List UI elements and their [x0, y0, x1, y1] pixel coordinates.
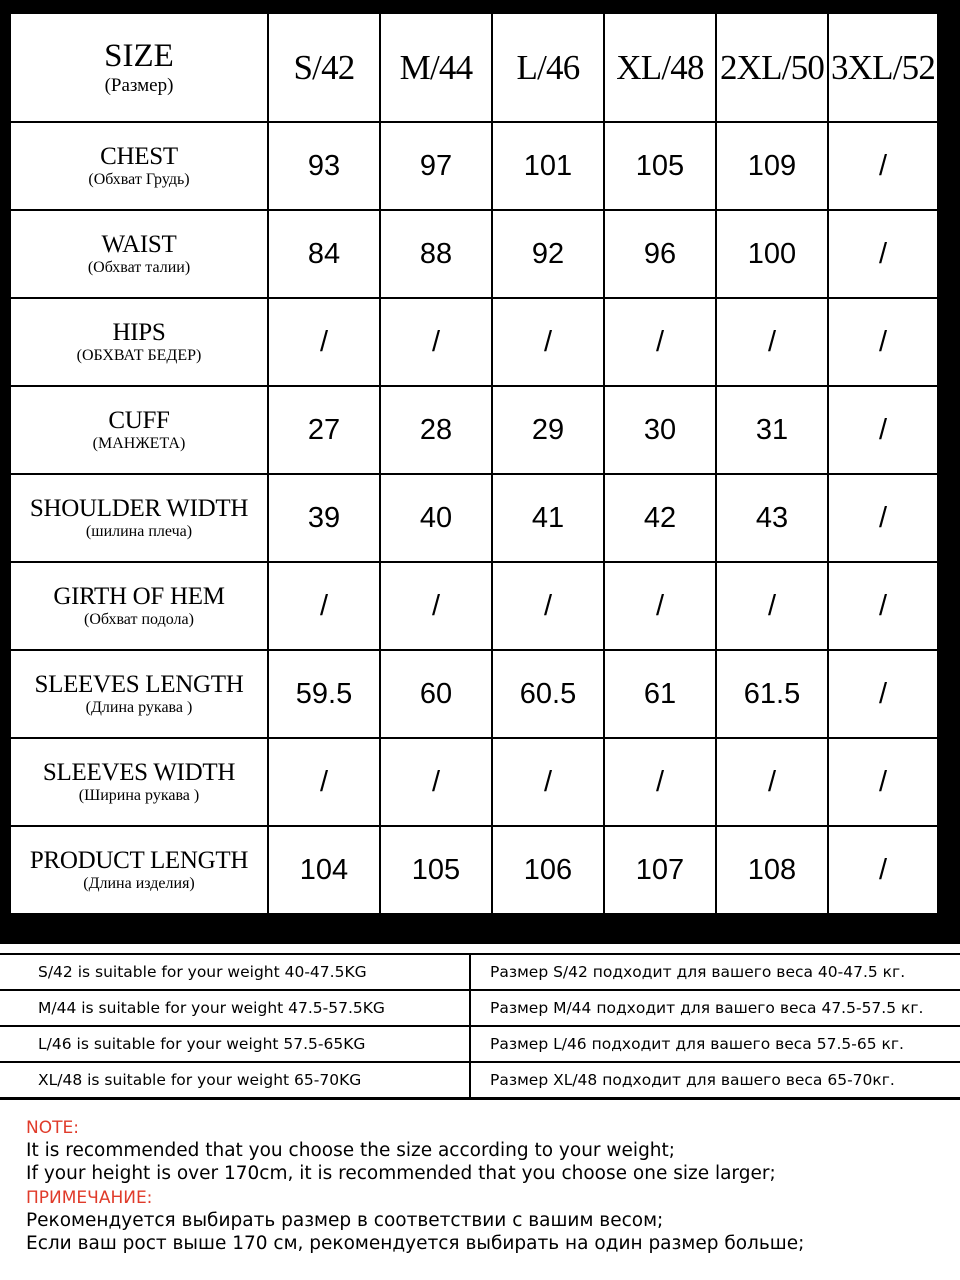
measurement-value: 43	[716, 474, 828, 562]
measurement-value: /	[604, 738, 716, 826]
column-header: M/44	[380, 13, 492, 122]
weight-guide-row	[0, 990, 960, 1026]
measurement-value: /	[268, 298, 380, 386]
measurement-value: /	[492, 562, 604, 650]
weight-guide-en: M/44 is suitable for your weight 47.5-57.5KG	[0, 990, 470, 1026]
measurement-label: GIRTH OF HEM	[53, 582, 225, 610]
size-chart-body	[10, 13, 938, 914]
note-line-ru-1: Рекомендуется выбирать размер в соответствии с вашим весом;	[26, 1210, 664, 1231]
measurement-value: 84	[268, 210, 380, 298]
note-line-ru-2: Если ваш рост выше 170 см, рекомендуется выбирать на один размер больше;	[26, 1233, 805, 1254]
weight-guide-en: S/42 is suitable for your weight 40-47.5KG	[0, 954, 470, 990]
note-title-ru: ПРИМЕЧАНИЕ:	[26, 1188, 153, 1208]
weight-guide-row	[0, 1062, 960, 1098]
measurement-label-ru: (ОБХВАТ БЕДЕР)	[76, 346, 202, 364]
measurement-label: PRODUCT LENGTH	[29, 846, 249, 874]
column-header: 3XL/52	[828, 13, 938, 122]
note-title-en: NOTE:	[26, 1118, 79, 1138]
measurement-label-cell	[10, 386, 268, 474]
column-header: S/42	[268, 13, 380, 122]
column-header: XL/48	[604, 13, 716, 122]
measurement-row	[10, 650, 938, 738]
measurement-value: 106	[492, 826, 604, 914]
measurement-label-ru: (Длина рукава )	[85, 698, 193, 716]
measurement-value: 41	[492, 474, 604, 562]
measurement-value: /	[828, 650, 938, 738]
measurement-value: /	[828, 826, 938, 914]
measurement-value: /	[380, 298, 492, 386]
measurement-value: 27	[268, 386, 380, 474]
measurement-label-cell	[10, 298, 268, 386]
measurement-value: 42	[604, 474, 716, 562]
measurement-row	[10, 386, 938, 474]
size-chart-table	[9, 12, 939, 915]
size-header-label: SIZE	[104, 37, 174, 74]
measurement-label-cell	[10, 650, 268, 738]
measurement-row	[10, 122, 938, 210]
measurement-value: 105	[604, 122, 716, 210]
column-header: 2XL/50	[716, 13, 828, 122]
notes-section	[26, 1117, 951, 1255]
measurement-row	[10, 298, 938, 386]
weight-guide-table	[0, 953, 960, 1100]
measurement-label: SHOULDER WIDTH	[29, 494, 249, 522]
measurement-value: /	[716, 738, 828, 826]
measurement-label-ru: (Длина изделия)	[83, 874, 195, 892]
measurement-value: /	[716, 562, 828, 650]
measurement-value: 109	[716, 122, 828, 210]
measurement-value: /	[268, 562, 380, 650]
measurement-row	[10, 474, 938, 562]
measurement-label-cell	[10, 826, 268, 914]
measurement-label-cell	[10, 474, 268, 562]
measurement-label-ru: (шилина плеча)	[85, 522, 193, 540]
measurement-value: 61.5	[716, 650, 828, 738]
weight-guide-ru: Размер L/46 подходит для вашего веса 57.5-65 кг.	[470, 1026, 960, 1062]
measurement-value: 40	[380, 474, 492, 562]
measurement-value: /	[828, 210, 938, 298]
weight-guide-en: XL/48 is suitable for your weight 65-70KG	[0, 1062, 470, 1098]
measurement-label: CUFF	[108, 406, 170, 434]
measurement-value: 30	[604, 386, 716, 474]
measurement-value: /	[380, 562, 492, 650]
measurement-value: /	[268, 738, 380, 826]
measurement-value: 101	[492, 122, 604, 210]
weight-guide-row	[0, 1026, 960, 1062]
measurement-value: 105	[380, 826, 492, 914]
measurement-value: 88	[380, 210, 492, 298]
measurement-value: /	[380, 738, 492, 826]
measurement-value: /	[492, 298, 604, 386]
measurement-label: CHEST	[100, 142, 178, 170]
measurement-value: /	[716, 298, 828, 386]
measurement-value: 93	[268, 122, 380, 210]
measurement-value: 100	[716, 210, 828, 298]
measurement-label-cell	[10, 122, 268, 210]
weight-guide-row	[0, 954, 960, 990]
measurement-label: SLEEVES WIDTH	[42, 758, 236, 786]
measurement-value: 104	[268, 826, 380, 914]
measurement-label-ru: (Обхват талии)	[87, 258, 191, 276]
measurement-label-ru: (МАНЖЕТА)	[92, 434, 186, 452]
measurement-row	[10, 210, 938, 298]
measurement-value: 28	[380, 386, 492, 474]
measurement-label-ru: (Обхват подола)	[84, 610, 194, 628]
measurement-label: SLEEVES LENGTH	[34, 670, 244, 698]
column-header: L/46	[492, 13, 604, 122]
measurement-value: 96	[604, 210, 716, 298]
measurement-label-cell	[10, 210, 268, 298]
size-header-row	[10, 13, 938, 122]
weight-guide-en: L/46 is suitable for your weight 57.5-65KG	[0, 1026, 470, 1062]
size-header-label-ru: (Размер)	[104, 74, 174, 96]
note-line-en-2: If your height is over 170cm, it is recommended that you choose one size larger;	[26, 1163, 776, 1184]
size-header-cell	[10, 13, 268, 122]
measurement-label: WAIST	[101, 230, 177, 258]
measurement-value: 97	[380, 122, 492, 210]
weight-guide-ru: Размер M/44 подходит для вашего веса 47.5-57.5 кг.	[470, 990, 960, 1026]
measurement-label: HIPS	[112, 318, 166, 346]
measurement-row	[10, 738, 938, 826]
measurement-value: /	[828, 386, 938, 474]
measurement-value: 31	[716, 386, 828, 474]
measurement-value: /	[828, 298, 938, 386]
measurement-label-cell	[10, 738, 268, 826]
measurement-value: /	[604, 298, 716, 386]
measurement-value: /	[828, 474, 938, 562]
measurement-value: 60	[380, 650, 492, 738]
measurement-value: /	[828, 738, 938, 826]
measurement-value: /	[604, 562, 716, 650]
measurement-value: 108	[716, 826, 828, 914]
measurement-value: /	[492, 738, 604, 826]
weight-guide-body	[0, 954, 960, 1098]
measurement-label-ru: (Обхват Грудь)	[88, 170, 190, 188]
measurement-label-cell	[10, 562, 268, 650]
measurement-label-ru: (Ширина рукава )	[78, 786, 200, 804]
measurement-value: 59.5	[268, 650, 380, 738]
weight-guide-ru: Размер XL/48 подходит для вашего веса 65-70кг.	[470, 1062, 960, 1098]
note-line-en-1: It is recommended that you choose the size according to your weight;	[26, 1140, 676, 1161]
measurement-value: 29	[492, 386, 604, 474]
measurement-value: 61	[604, 650, 716, 738]
measurement-row	[10, 826, 938, 914]
measurement-value: /	[828, 122, 938, 210]
measurement-value: 39	[268, 474, 380, 562]
weight-guide-ru: Размер S/42 подходит для вашего веса 40-47.5 кг.	[470, 954, 960, 990]
measurement-row	[10, 562, 938, 650]
measurement-value: /	[828, 562, 938, 650]
measurement-value: 60.5	[492, 650, 604, 738]
measurement-value: 107	[604, 826, 716, 914]
measurement-value: 92	[492, 210, 604, 298]
